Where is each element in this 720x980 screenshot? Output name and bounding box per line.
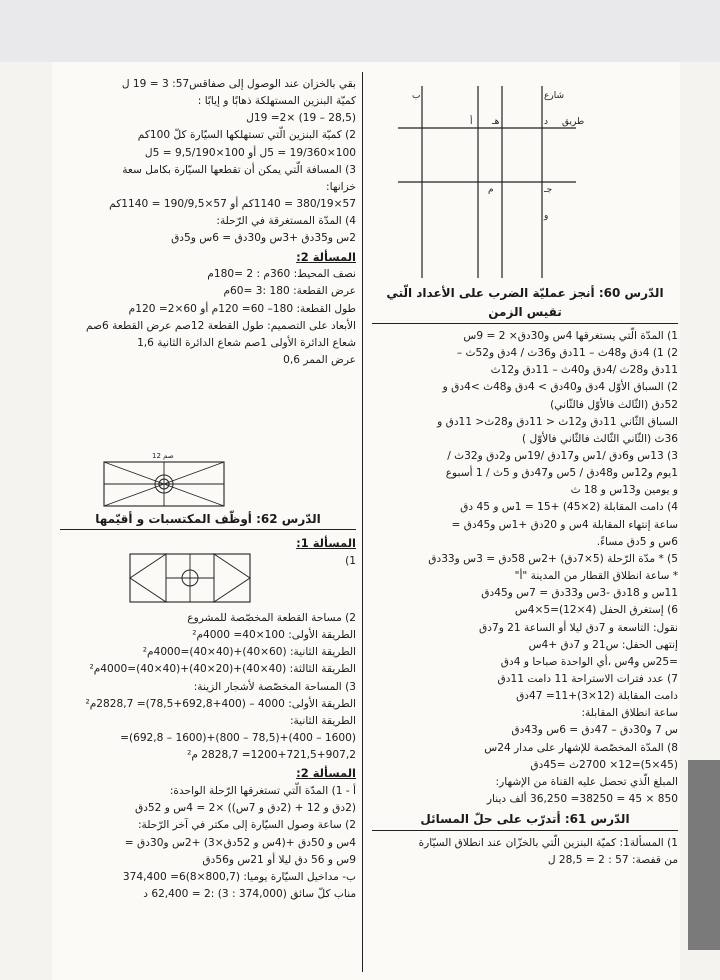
text-line: ساعة إنتهاء المقابلة 4س و 20دق +1س و45دق = bbox=[451, 518, 678, 531]
text-line: 100×19/360 = 5ل أو 100×9,5/190 = 5ل bbox=[144, 146, 356, 159]
diamond-plot-figure bbox=[120, 548, 260, 608]
text-line: الطريقة الثانية: (60×40)+(40×40)=4000م² bbox=[142, 646, 356, 659]
text-line: (1600 – 400)+(78,5 – 800)+(1600 – 692,8)= bbox=[120, 732, 356, 745]
text-line: 2) 1) 4دق و48ث – 11دق و36ث / 4دق و52ث – bbox=[456, 347, 678, 360]
text-line: دامت المقابلة (12×3)+11= 47دق bbox=[516, 690, 678, 703]
text-line: 1) المسألة1: كميّة البنزين الّتي بالخزّان عند انطلاق السيّارة bbox=[418, 836, 678, 849]
text-line: إنتهى الحفل: س21 و 7دق +4س bbox=[528, 638, 678, 651]
text-line: الأبعاد على التصميم: طول القطعة 12صم عرض القطعة 6صم bbox=[85, 319, 356, 332]
text-line: 6) إستغرق الحفل (4×12)=5×4س bbox=[514, 604, 678, 617]
text-line: 8) المدّة المخصّصة للإشهار على مدار 24س bbox=[484, 741, 678, 754]
text-line: بقي بالخزان عند الوصول إلى صفاقس57: 3 = 19 ل bbox=[121, 78, 356, 90]
lesson-heading: الدّرس 62: أوظّف المكتسبات و أقيّمها bbox=[60, 510, 356, 530]
point-label-h: هـ bbox=[492, 117, 500, 127]
text-line: 3) المساحة المخصّصة لأشجار الزينة: bbox=[193, 680, 356, 693]
text-line: 7) عدد فترات الاستراحة 11 دامت 11دق bbox=[497, 673, 678, 685]
text-line: الطريقة الثالثة: (40×40)+(20×40)+(40×40)=4000م² bbox=[89, 663, 356, 676]
text-line: الطريقة الأولى: 4000 – (400+692,8+78,5)= 2828,7م² bbox=[85, 697, 356, 710]
text-line: (28,5 – 19) ×2= 19ل bbox=[246, 112, 356, 125]
text-line: ب- مداخيل السيّارة يوميا: (800,7×8)6= 374,400 bbox=[122, 870, 356, 883]
text-line: =25س و4س ،أي الواحدة صباحا و 4دق bbox=[500, 655, 678, 668]
point-label-b: ب bbox=[412, 91, 421, 101]
text-line: مناب كلّ سائق (374,000 : 3) :2 = 62,400 د bbox=[143, 887, 356, 900]
text-line: الطريقة الأولى: 100×40= 4000م² bbox=[192, 629, 356, 642]
text-line: 11س و 18دق -3س و33دق = 7س و45دق bbox=[481, 587, 678, 600]
text-line: ساعة انطلاق المقابلة: bbox=[581, 707, 678, 720]
point-label-m: م bbox=[488, 185, 494, 195]
text-line: 36ث (الثّاني الثّالث فالثّاني فالأوّل ) bbox=[521, 432, 678, 445]
text-line: السباق الثّاني 11دق و12ث < 11دق و28ث< 11دق و bbox=[437, 415, 678, 428]
point-label-w: و bbox=[544, 211, 549, 221]
text-line: 4) المدّة المستغرقة في الرّحلة: bbox=[216, 215, 356, 228]
lesson-heading: الدّرس 60: أنجز عمليّة الضرب على الأعداد الّتي تقيس الزمن bbox=[372, 284, 678, 324]
text-line: 11دق و28ث /4دق و40ث – 11دق و12ث bbox=[490, 364, 678, 377]
road-grid-diagram bbox=[392, 78, 585, 283]
problem-heading: المسألة 2: bbox=[296, 249, 356, 264]
text-line: نصف المحيط: 360م : 2 =180م bbox=[207, 268, 356, 281]
text-line: خزانها: bbox=[326, 180, 356, 193]
text-line: 3) المسافة الّتي يمكن أن تقطعها السيّارة بكامل سعة bbox=[122, 163, 356, 176]
text-line: 2) مساحة القطعة المخصّصة للمشروع bbox=[187, 612, 356, 624]
text-line: طول القطعة: 180– 60= 120م أو 60×2= 120م bbox=[128, 302, 356, 315]
problem-heading: المسألة 2: bbox=[296, 766, 356, 781]
text-line: أ - 1) المدّة الّتي تستغرقها الرّحلة الواحدة: bbox=[169, 785, 356, 798]
plot-plan-figure bbox=[100, 450, 230, 510]
text-line: المبلغ الّذي تحصل عليه القناة من الإشهار: bbox=[495, 775, 678, 788]
text-line: 4س و 50دق +(4س و 52دق×3) +2س و30دق = bbox=[124, 836, 356, 849]
point-label-d: د bbox=[544, 117, 549, 127]
text-line: (2دق و 12 + (2دق و 7س)) ×2 = 4س و 52دق bbox=[134, 802, 356, 815]
text-line: 2) ساعة وصول السيّارة إلى مكتر في آخر الرّحلة: bbox=[137, 819, 356, 832]
text-line: 1200+721,5+907,2= 2828,7 م² bbox=[187, 749, 356, 762]
text-line: 1يوم و12س و48دق / 5س و47دق و 5ث / 1 أسبوع bbox=[445, 467, 678, 480]
text-line: الطريقة الثانية: bbox=[289, 714, 356, 727]
point-label-j: جـ bbox=[544, 185, 553, 195]
text-line: 57×380/19 = 1140كم أو 57×190/9,5 = 1140كم bbox=[109, 198, 356, 211]
text-line: شعاع الدائرة الأولى 1صم شعاع الدائرة الثانية 1,6 bbox=[137, 336, 356, 349]
text-line: 2) السباق الأوّل 4دق و40دق > 4دق و48ث >4دق و bbox=[442, 381, 678, 394]
text-line: * ساعة انطلاق القطار من المدينة "أ" bbox=[514, 570, 678, 583]
text-line: نقول: التاسعة و 7دق ليلا أو الساعة 21 و7دق bbox=[479, 621, 678, 634]
problem-heading: المسألة 1: bbox=[296, 536, 356, 551]
text-line: 1) bbox=[345, 555, 356, 568]
text-line: (45×5)=12× 2700ث =45دق bbox=[530, 758, 678, 771]
right-column bbox=[372, 282, 678, 869]
top-background-band bbox=[0, 0, 720, 62]
text-line: كميّة البنزين المستهلكة ذهابًا و إيابًا : bbox=[197, 95, 356, 108]
text-line: 9س و 56 دق ليلا أو 21س و56دق bbox=[202, 853, 356, 866]
text-line: س 7 و30دق – 47دق = 6س و43دق bbox=[511, 724, 678, 737]
column-divider bbox=[362, 72, 363, 972]
text-line: 6س و 5دق مساءً. bbox=[596, 535, 678, 548]
page-side-tab bbox=[688, 760, 720, 950]
lesson-heading: الدّرس 61: أتدرّب على حلّ المسائل bbox=[372, 810, 678, 830]
text-line: عرض الممر 0,6 bbox=[283, 353, 356, 366]
text-line: 4) دامت المقابلة (2×45) +15 = 1س و 45 دق bbox=[460, 501, 678, 514]
road-label: طريق bbox=[562, 117, 585, 127]
text-line: 850 × 45 = 38250= 36,250 ألف دينار bbox=[486, 793, 678, 806]
text-line: و يومين و13س و 18 ث bbox=[570, 484, 678, 497]
text-line: 2) كميّة البنزين الّتي تستهلكها السيّارة كلّ 100كم bbox=[137, 129, 356, 142]
left-column-top bbox=[60, 76, 356, 369]
text-line: عرض القطعة: 180 :3 =60م bbox=[223, 285, 356, 298]
text-line: 52دق (الثّالث فالأوّل فالثّاني) bbox=[550, 398, 678, 411]
street-label: شارع bbox=[544, 91, 564, 101]
text-line: 3) 13س و6دق /1س و17دق /19س و2دق و32ث / bbox=[447, 449, 678, 462]
text-line: من قفصة: 57 : 2 = 28,5 ل bbox=[547, 853, 678, 866]
text-line: 1) المدّة الّتي يستغرقها 4س و30دق× 2 = 9س bbox=[463, 329, 678, 342]
left-column-bottom bbox=[60, 610, 356, 903]
text-line: 2س و35دق +3س و30دق = 6س و5دق bbox=[171, 232, 356, 245]
plan-width-label: 12 صم bbox=[152, 452, 174, 460]
text-line: 5) * مدّة الرّحلة (5×7دق) +2س 58دق = 3س و33دق bbox=[428, 552, 678, 565]
point-label-a: أ bbox=[470, 117, 473, 127]
